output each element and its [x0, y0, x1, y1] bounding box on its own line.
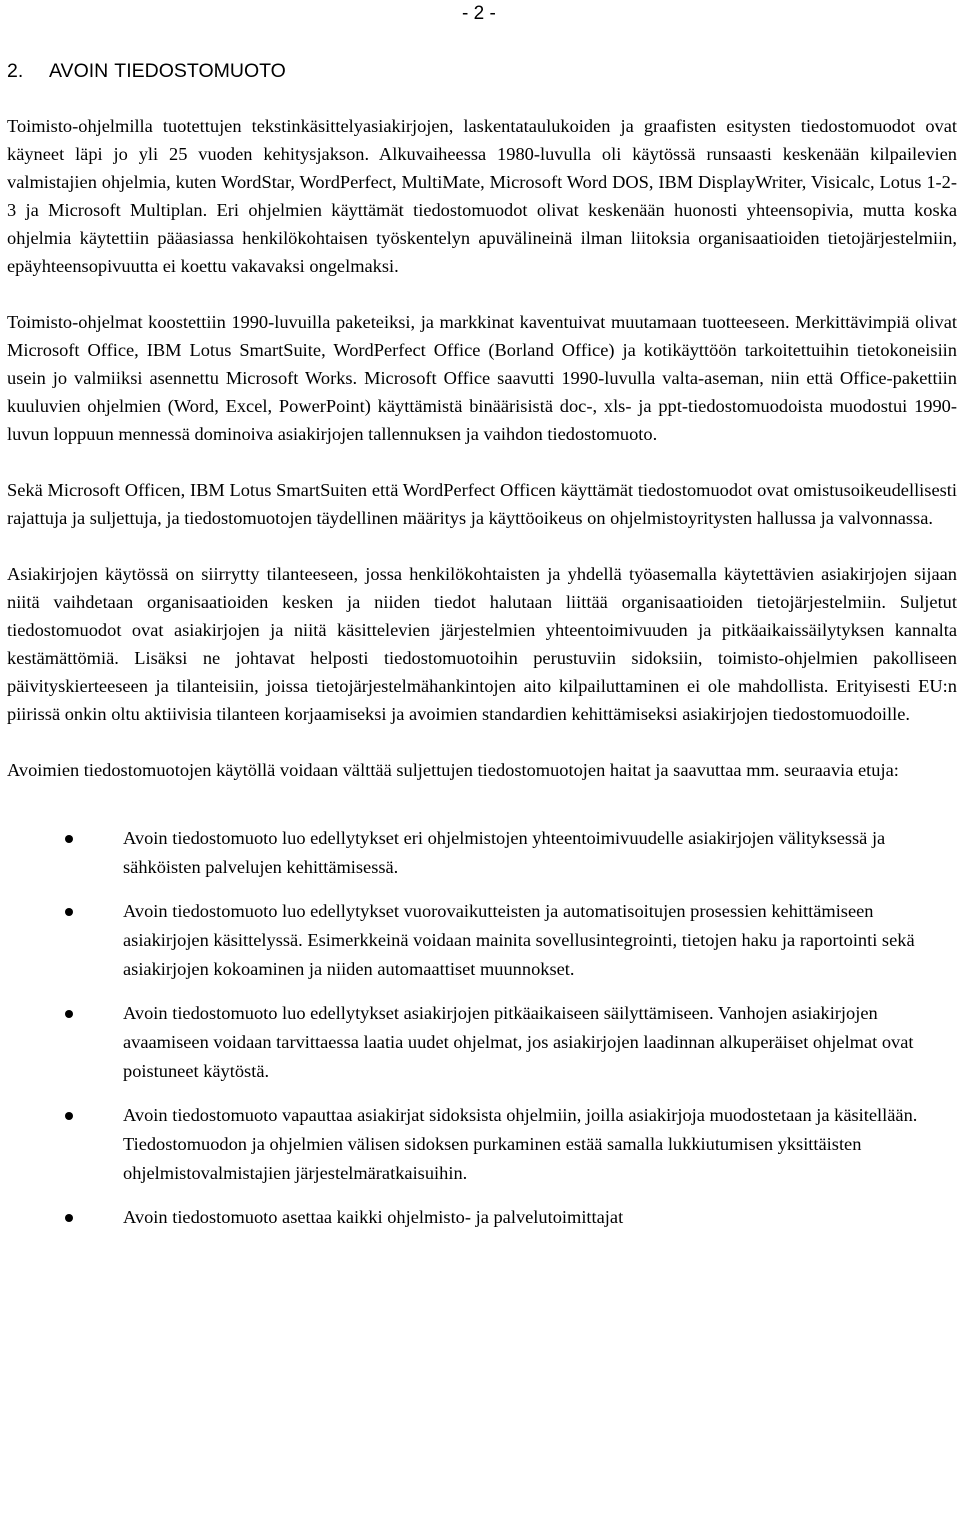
- paragraph-history: Toimisto-ohjelmilla tuotettujen tekstinkäsittelyasiakirjojen, laskentataulukoiden ja graafisten esitysten tiedostomuodot ovat käyneet läpi jo yli 25 vuoden kehitysjakson. Alkuvaiheessa 1980-luvulla oli käytössä runsaasti keskenään kilpailevien valmistajien ohjelmia, kuten WordStar, WordPerfect, MultiMate, Microsoft Word DOS, IBM DisplayWriter, Visicalc, Lotus 1-2-3 ja Microsoft Multiplan. Eri ohjelmien käyttämät tiedostomuodot olivat keskenään huonosti yhteensopivia, mutta koska ohjelmia käytettiin pääasiassa henkilökohtaisen työskentelyn apuvälineinä ilman liitoksia organisaatioiden tietojärjestelmiin, epäyhteensopivuutta ei koettu vakavaksi ongelmaksi.: [7, 116, 957, 276]
- list-item: [7, 824, 957, 882]
- list-item: [7, 897, 957, 984]
- list-item-text: Avoin tiedostomuoto asettaa kaikki ohjelmisto- ja palvelutoimittajat: [123, 1207, 624, 1227]
- list-item-text: Avoin tiedostomuoto luo edellytykset asiakirjojen pitkäaikaiseen säilyttämiseen. Vanhojen asiakirjojen avaamiseen voidaan tarvittaessa laatia uudet ohjelmat, jos asiakirjojen laadinnan alkuperäiset ohjelmat ovat poistuneet käytöstä.: [123, 1003, 914, 1081]
- bullet-icon: [65, 835, 73, 843]
- list-item: [7, 1203, 957, 1232]
- list-item: [7, 999, 957, 1086]
- paragraph-office-suites: Toimisto-ohjelmat koostettiin 1990-luvuilla paketeiksi, ja markkinat kaventuivat muutamaan tuotteeseen. Merkittävimpiä olivat Microsoft Office, IBM Lotus SmartSuite, WordPerfect Office (Borland Office) ja kotikäyttöön tarkoitettuihin tietokoneisiin usein jo valmiiksi asennettu Microsoft Works. Microsoft Office saavutti 1990-luvulla valta-aseman, niin että Office-pakettiin kuuluvien ohjelmien (Word, Excel, PowerPoint) käyttämistä binäärisistä doc-, xls- ja ppt-tiedostomuodoista muodostui 1990-luvun loppuun mennessä dominoiva asiakirjojen tallennuksen ja vaihdon tiedostomuoto.: [7, 312, 957, 444]
- section-number: 2.: [7, 60, 24, 82]
- list-item-text: Avoin tiedostomuoto luo edellytykset eri ohjelmistojen yhteentoimivuudelle asiakirjojen välityksessä ja sähköisten palvelujen kehittämisessä.: [123, 828, 886, 877]
- bullet-icon: [65, 1112, 73, 1120]
- list-item: [7, 1101, 957, 1188]
- paragraph-closed-formats: Sekä Microsoft Officen, IBM Lotus SmartSuiten että WordPerfect Officen käyttämät tiedostomuodot ovat omistusoikeudellisesti rajattuja ja suljettuja, ja tiedostomuotojen täydellinen määritys ja käyttöoikeus on ohjelmistoyritysten hallussa ja valvonnassa.: [7, 480, 957, 528]
- section-title: AVOIN TIEDOSTOMUOTO: [49, 60, 286, 82]
- paragraph-current-situation: Asiakirjojen käytössä on siirrytty tilanteeseen, jossa henkilökohtaisten ja yhdellä työasemalla käytettävien asiakirjojen sijaan niitä vaihdetaan organisaatioiden kesken ja niiden tiedot halutaan liittää organisaatioiden tietojärjestelmiin. Suljetut tiedostomuodot ovat asiakirjojen ja niitä käsittelevien järjestelmien yhteentoimivuuden ja pitkäaikaissäilytyksen kannalta kestämättömiä. Lisäksi ne johtavat helposti tiedostomuotoihin perustuviin sidoksiin, toimisto-ohjelmien pakolliseen päivityskierteeseen ja tilanteisiin, joissa tietojärjestelmähankintojen aito kilpailuttaminen ei ole mahdollista. Erityisesti EU:n piirissä onkin oltu aktiivisia tilanteen korjaamiseksi ja avoimien standardien kehittämiseksi asiakirjojen tiedostomuodoille.: [7, 564, 957, 724]
- page-number: - 2 -: [462, 3, 496, 24]
- paragraph-benefits-intro: Avoimien tiedostomuotojen käytöllä voidaan välttää suljettujen tiedostomuotojen haitat ja saavuttaa mm. seuraavia etuja:: [7, 760, 899, 780]
- list-item-text: Avoin tiedostomuoto luo edellytykset vuorovaikutteisten ja automatisoitujen prosessien kehittämiseen asiakirjojen käsittelyssä. Esimerkkeinä voidaan mainita sovellusintegrointi, tietojen haku ja raportointi sekä asiakirjojen kokoaminen ja niiden automaattiset muunnokset.: [123, 901, 915, 979]
- bullet-icon: [65, 908, 73, 916]
- benefits-list: [7, 824, 957, 1232]
- list-item-text: Avoin tiedostomuoto vapauttaa asiakirjat sidoksista ohjelmiin, joilla asiakirjoja muodostetaan ja käsitellään. Tiedostomuodon ja ohjelmien välisen sidoksen purkaminen estää samalla lukkiutumisen yksittäisten ohjelmistovalmistajien järjestelmäratkaisuihin.: [123, 1105, 918, 1183]
- document-body: [7, 112, 957, 1247]
- section-heading: [7, 58, 286, 84]
- bullet-icon: [65, 1214, 73, 1222]
- bullet-icon: [65, 1010, 73, 1018]
